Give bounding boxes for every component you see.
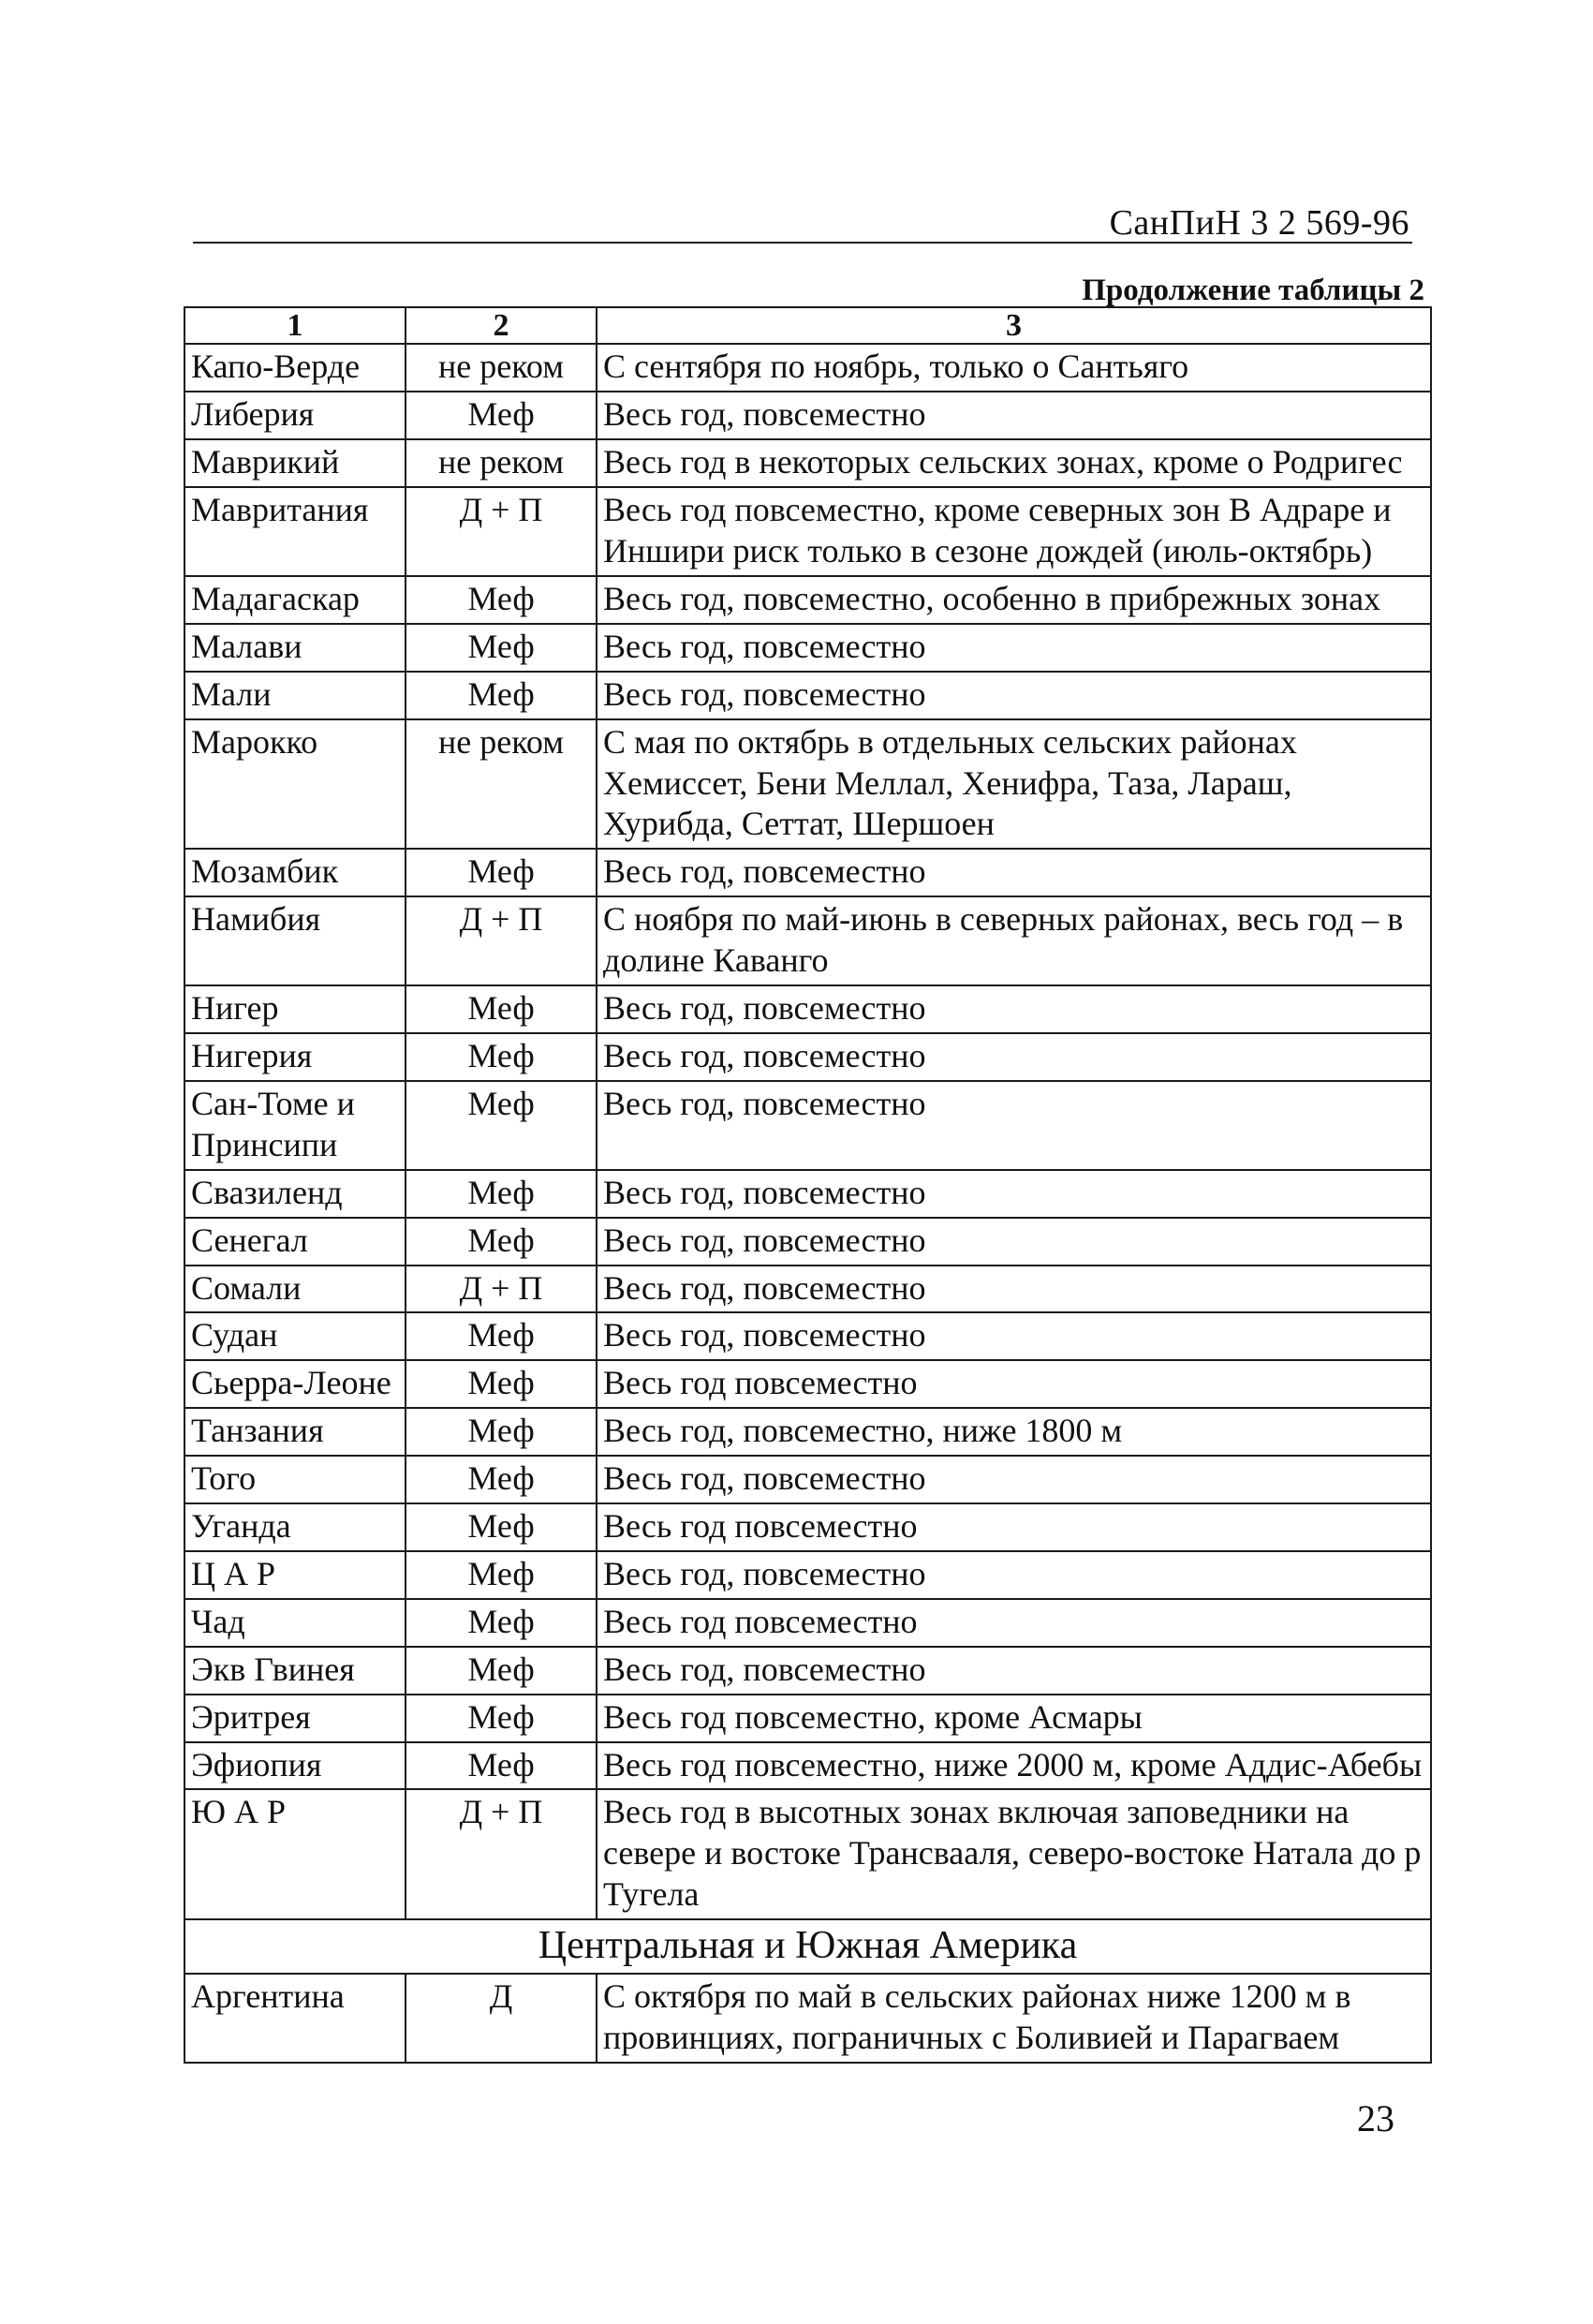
table-row <box>184 344 1431 392</box>
period-cell: Весь год, повсеместно <box>597 985 1431 1033</box>
risk-cell: Меф <box>406 1170 597 1218</box>
table-row <box>184 849 1431 896</box>
table-row <box>184 1551 1431 1599</box>
country-cell: Нигер <box>184 985 406 1033</box>
table-row <box>184 1360 1431 1408</box>
country-cell: Нигерия <box>184 1033 406 1081</box>
malaria-risk-table <box>184 306 1430 2064</box>
table-row <box>184 1647 1431 1695</box>
country-cell: Танзания <box>184 1408 406 1456</box>
table-row <box>184 576 1431 624</box>
table-row <box>184 1456 1431 1503</box>
table-row <box>184 1170 1431 1218</box>
period-cell: Весь год, повсеместно <box>597 392 1431 439</box>
risk-cell: Меф <box>406 1503 597 1551</box>
country-cell: Мавритания <box>184 487 406 576</box>
period-cell: Весь год, повсеместно <box>597 1456 1431 1503</box>
period-cell: Весь год, повсеместно <box>597 1081 1431 1170</box>
country-cell: Чад <box>184 1599 406 1647</box>
country-cell: Мадагаскар <box>184 576 406 624</box>
risk-cell: Меф <box>406 392 597 439</box>
table-row <box>184 1599 1431 1647</box>
table-row <box>184 896 1431 985</box>
risk-cell: Меф <box>406 1551 597 1599</box>
column-header-1: 1 <box>184 307 406 344</box>
table-row <box>184 1266 1431 1313</box>
period-cell: Весь год в некоторых сельских зонах, кроме о Родригес <box>597 439 1431 487</box>
risk-cell: Д + П <box>406 1266 597 1313</box>
section-header-row <box>184 1919 1431 1974</box>
country-cell: Ю А Р <box>184 1789 406 1919</box>
table-header-row <box>184 307 1431 344</box>
risk-cell: Меф <box>406 1312 597 1360</box>
risk-cell: Д <box>406 1974 597 2063</box>
table-row <box>184 1312 1431 1360</box>
page-number: 23 <box>1357 2097 1394 2139</box>
country-cell: Эритрея <box>184 1695 406 1742</box>
table-row <box>184 1408 1431 1456</box>
period-cell: Весь год в высотных зонах включая заповедники на севере и востоке Трансвааля, северо-востоке Натала до р Тугела <box>597 1789 1431 1919</box>
table <box>184 306 1432 2064</box>
country-cell: Сан-Томе и Принсипи <box>184 1081 406 1170</box>
risk-cell: Меф <box>406 1647 597 1695</box>
country-cell: Сьерра-Леоне <box>184 1360 406 1408</box>
risk-cell: Меф <box>406 1456 597 1503</box>
country-cell: Мали <box>184 672 406 719</box>
period-cell: Весь год, повсеместно <box>597 1170 1431 1218</box>
period-cell: Весь год, повсеместно <box>597 672 1431 719</box>
country-cell: Эфиопия <box>184 1742 406 1790</box>
table-row <box>184 1789 1431 1919</box>
country-cell: Малави <box>184 624 406 672</box>
risk-cell: Меф <box>406 1033 597 1081</box>
table-row <box>184 985 1431 1033</box>
risk-cell: Меф <box>406 624 597 672</box>
risk-cell: Меф <box>406 672 597 719</box>
table-row <box>184 1742 1431 1790</box>
risk-cell: Меф <box>406 985 597 1033</box>
period-cell: Весь год, повсеместно <box>597 624 1431 672</box>
table-row <box>184 1503 1431 1551</box>
country-cell: Уганда <box>184 1503 406 1551</box>
section-title: Центральная и Южная Америка <box>184 1919 1431 1974</box>
table-body <box>184 344 1431 2063</box>
country-cell: Либерия <box>184 392 406 439</box>
risk-cell: не реком <box>406 439 597 487</box>
risk-cell: Меф <box>406 576 597 624</box>
table-row <box>184 719 1431 850</box>
column-header-2: 2 <box>406 307 597 344</box>
period-cell: Весь год, повсеместно, особенно в прибрежных зонах <box>597 576 1431 624</box>
table-row <box>184 487 1431 576</box>
risk-cell: Д + П <box>406 1789 597 1919</box>
country-cell: Того <box>184 1456 406 1503</box>
period-cell: Весь год, повсеместно <box>597 1218 1431 1266</box>
period-cell: Весь год, повсеместно <box>597 1647 1431 1695</box>
period-cell: Весь год повсеместно <box>597 1599 1431 1647</box>
period-cell: Весь год, повсеместно <box>597 849 1431 896</box>
header-rule <box>193 242 1412 244</box>
table-row <box>184 624 1431 672</box>
risk-cell: не реком <box>406 719 597 850</box>
period-cell: Весь год повсеместно <box>597 1360 1431 1408</box>
country-cell: Судан <box>184 1312 406 1360</box>
risk-cell: Д + П <box>406 896 597 985</box>
period-cell: Весь год повсеместно, кроме северных зон В Адраре и Иншири риск только в сезоне дождей (июль-октябрь) <box>597 487 1431 576</box>
risk-cell: Меф <box>406 1408 597 1456</box>
risk-cell: не реком <box>406 344 597 392</box>
table-row <box>184 439 1431 487</box>
risk-cell: Д + П <box>406 487 597 576</box>
country-cell: Ц А Р <box>184 1551 406 1599</box>
country-cell: Марокко <box>184 719 406 850</box>
table-row <box>184 392 1431 439</box>
country-cell: Аргентина <box>184 1974 406 2063</box>
country-cell: Мозамбик <box>184 849 406 896</box>
risk-cell: Меф <box>406 849 597 896</box>
risk-cell: Меф <box>406 1695 597 1742</box>
country-cell: Экв Гвинея <box>184 1647 406 1695</box>
period-cell: С сентября по ноябрь, только о Сантьяго <box>597 344 1431 392</box>
risk-cell: Меф <box>406 1218 597 1266</box>
period-cell: Весь год, повсеместно <box>597 1033 1431 1081</box>
running-header: СанПиН 3 2 569-96 <box>1109 203 1409 243</box>
period-cell: Весь год повсеместно, ниже 2000 м, кроме Аддис-Абебы <box>597 1742 1431 1790</box>
table-row <box>184 1974 1431 2063</box>
period-cell: Весь год, повсеместно <box>597 1266 1431 1313</box>
period-cell: С октября по май в сельских районах ниже 1200 м в провинциях, пограничных с Боливией и Парагваем <box>597 1974 1431 2063</box>
table-row <box>184 672 1431 719</box>
country-cell: Маврикий <box>184 439 406 487</box>
risk-cell: Меф <box>406 1742 597 1790</box>
table-row <box>184 1033 1431 1081</box>
country-cell: Сенегал <box>184 1218 406 1266</box>
country-cell: Сомали <box>184 1266 406 1313</box>
country-cell: Свазиленд <box>184 1170 406 1218</box>
risk-cell: Меф <box>406 1599 597 1647</box>
period-cell: С ноября по май-июнь в северных районах, весь год – в долине Каванго <box>597 896 1431 985</box>
table-row <box>184 1081 1431 1170</box>
period-cell: Весь год, повсеместно, ниже 1800 м <box>597 1408 1431 1456</box>
period-cell: Весь год, повсеместно <box>597 1312 1431 1360</box>
table-row <box>184 1218 1431 1266</box>
period-cell: Весь год, повсеместно <box>597 1551 1431 1599</box>
country-cell: Капо-Верде <box>184 344 406 392</box>
period-cell: Весь год повсеместно <box>597 1503 1431 1551</box>
risk-cell: Меф <box>406 1081 597 1170</box>
table-row <box>184 1695 1431 1742</box>
period-cell: Весь год повсеместно, кроме Асмары <box>597 1695 1431 1742</box>
table-continuation-label: Продолжение таблицы 2 <box>1082 274 1424 307</box>
period-cell: С мая по октябрь в отдельных сельских районах Хемиссет, Бени Меллал, Хенифра, Таза, Лараш, Хурибда, Сеттат, Шершоен <box>597 719 1431 850</box>
risk-cell: Меф <box>406 1360 597 1408</box>
country-cell: Намибия <box>184 896 406 985</box>
column-header-3: 3 <box>597 307 1431 344</box>
